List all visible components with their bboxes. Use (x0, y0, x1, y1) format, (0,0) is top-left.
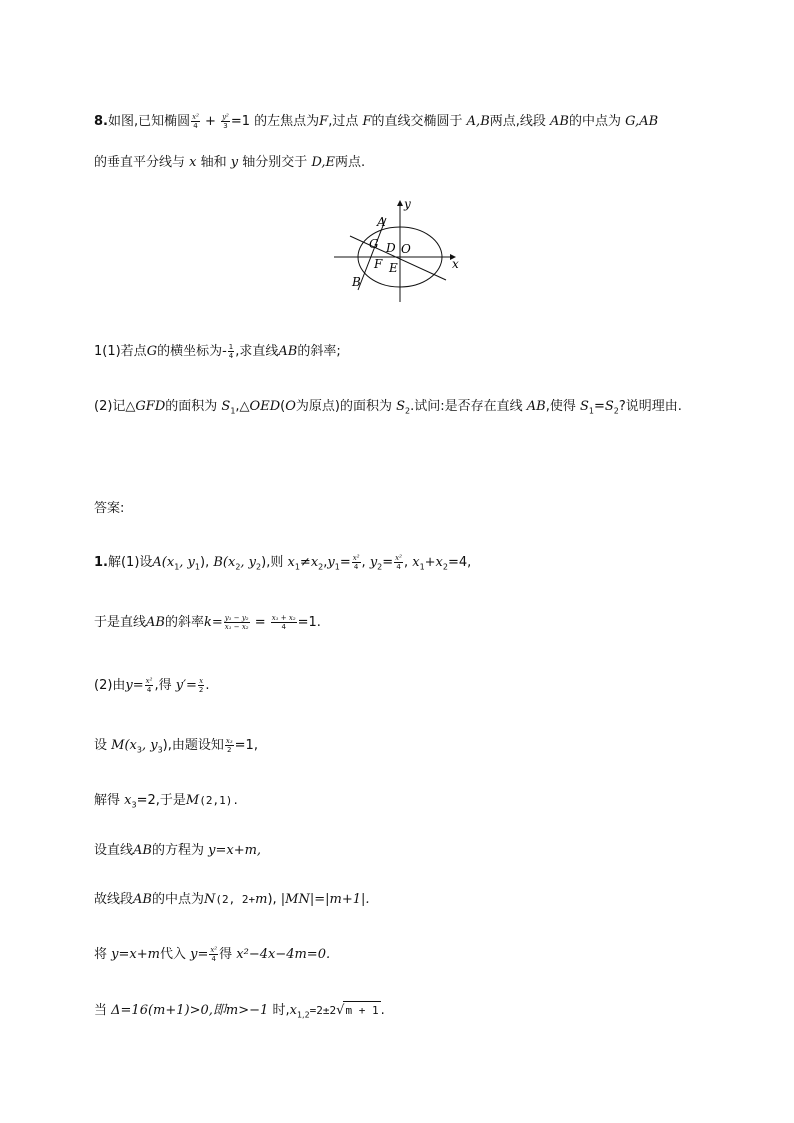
text: 两点. (335, 155, 366, 170)
text: . (205, 678, 210, 693)
fraction (224, 614, 250, 631)
text: 的横坐标为 (157, 344, 223, 359)
var-DE: D,E (311, 155, 336, 170)
label-E: E (389, 261, 398, 275)
text: 的左焦点为 (254, 114, 320, 129)
equation: y=x+m (111, 947, 160, 962)
label-G: G (369, 237, 379, 251)
equation: x²−4x−4m=0. (236, 947, 331, 962)
fraction-y2-over-3 (221, 113, 230, 130)
numerator: x² (192, 113, 199, 121)
answer-line-1: 1.解(1)设$A(x_1$, $y_1$), $B(x_2$, $y_2$),则 $x_1\ne x_2,y_1=$ $\frac{\text{x²}}{4}$ , $y_2=$ $\frac{\text{x²}}{4}$ , $x_1+x_2=4$, (94, 554, 472, 572)
var-x: x (189, 155, 197, 170)
text: =2±2 (309, 1004, 337, 1017)
var-x12: x (289, 1003, 297, 1018)
text: ,使得 (545, 399, 576, 414)
denominator: 4 (353, 563, 359, 571)
text: 得 (219, 947, 233, 962)
numerator: x² (352, 554, 360, 562)
text: 解得 (94, 793, 121, 808)
var-m: m (255, 892, 268, 907)
text: ,求直线 (235, 344, 279, 359)
answer-line-6 (94, 842, 261, 860)
var-S1: S (579, 399, 589, 414)
answer-line-3 (94, 677, 210, 695)
text: 轴分别交于 (242, 155, 308, 170)
denominator: 4 (146, 686, 152, 694)
numerator: x² (145, 677, 153, 685)
answer-number: 1. (94, 555, 108, 570)
var-x2: x (310, 555, 319, 570)
text: 的垂直平分线与 (94, 155, 186, 170)
label-D: D (386, 241, 396, 255)
denominator: x₁ − x₂ (224, 623, 249, 631)
equals-one: =1 (230, 114, 251, 129)
text: 的方程为 (151, 843, 204, 858)
numerator: x² (210, 946, 218, 954)
text: ), (267, 892, 277, 907)
denominator: 4 (396, 563, 401, 571)
var-x2: +x (424, 555, 443, 570)
text: .试问:是否存在直线 (410, 399, 523, 414)
denominator: 2 (198, 686, 204, 694)
text: 轴和 (200, 155, 227, 170)
fraction (145, 677, 154, 694)
text: 于是直线 (94, 615, 147, 630)
text: 两点,线段 (489, 114, 546, 129)
denominator: 4 (211, 955, 216, 963)
var-OED: OED (249, 399, 281, 414)
var-y-prime: y′= (175, 678, 197, 693)
minus: - (222, 344, 227, 359)
text: ( (280, 399, 286, 414)
label-y: y (404, 197, 411, 211)
text: , y (179, 555, 195, 570)
var-x1: x (287, 555, 295, 570)
text: 的中点为 (151, 892, 204, 907)
text: , y (141, 738, 158, 753)
text: =1. (297, 615, 321, 630)
text: ), (200, 555, 210, 570)
text: 故线段 (94, 892, 134, 907)
answer-line-5: 解得 $x_3=2$,于是M(2,1). (94, 793, 239, 810)
point-N: N (203, 892, 216, 907)
fraction (225, 737, 234, 754)
var-AB: AB (133, 892, 152, 907)
var-k: k= (203, 615, 223, 630)
var-F: F (319, 114, 329, 129)
var-AB: AB (639, 114, 659, 129)
text: 代入 (159, 947, 186, 962)
var-AB: AB (146, 615, 165, 630)
var-G: G, (625, 114, 640, 129)
equals: = (339, 555, 351, 570)
fraction-x2-over-4 (191, 113, 200, 130)
numerator: x (199, 677, 204, 685)
var-AB: AB (133, 843, 152, 858)
numerator: 1 (228, 343, 234, 351)
fraction (209, 946, 218, 963)
text: 1(1)若点 (94, 344, 147, 359)
text: ),则 (261, 555, 284, 570)
problem-number: 8. (94, 114, 108, 129)
var-G: G (146, 344, 158, 359)
text: ),由题设知 (162, 738, 224, 753)
numerator: x₃ (225, 737, 233, 745)
label-x: x (452, 257, 459, 271)
question-1 (94, 343, 341, 361)
var-F: F (362, 114, 372, 129)
text: (2,1). (199, 794, 239, 807)
text: 将 (94, 947, 108, 962)
denominator: 4 (281, 623, 286, 631)
var-y: y= (125, 678, 144, 693)
equals: = (382, 555, 394, 570)
problem-line-2 (94, 154, 365, 172)
text: . (380, 1003, 385, 1018)
var-x1: x (412, 555, 420, 570)
equation: y=x+m, (208, 843, 262, 858)
neq: ≠ (299, 555, 311, 570)
fraction (271, 614, 297, 631)
text: 的面积为 (165, 399, 218, 414)
equals: = (593, 399, 605, 414)
answer-line-7 (94, 891, 370, 909)
answer-line-2 (94, 614, 321, 632)
var-x3: x (124, 793, 132, 808)
var-y2: y (369, 555, 378, 570)
plus: + (205, 114, 216, 129)
comma: , (403, 555, 409, 570)
denominator: 2 (227, 746, 232, 754)
var-AB: AB (526, 399, 546, 414)
numerator: y² (222, 113, 229, 121)
numerator: x² (395, 554, 402, 562)
text: ,过点 (328, 114, 359, 129)
text: 设直线 (94, 843, 134, 858)
answer-heading: 答案: (94, 501, 125, 516)
point-B: B(x (213, 555, 236, 570)
text: =2,于是 (136, 793, 186, 808)
text: 解(1)设 (107, 555, 153, 570)
label-O: O (401, 242, 411, 256)
answer-line-8 (94, 946, 330, 964)
text: 时, (272, 1003, 290, 1018)
var-O: O (285, 399, 296, 414)
text: (2)由 (94, 678, 126, 693)
var-S2: S (396, 399, 405, 414)
answer-line-9: 当 Δ=16(m+1)>0,即m>−1 时$,x_{1,2}=2\pm 2√m + 1$ . (94, 1003, 385, 1020)
var-GFD: GFD (135, 399, 166, 414)
sqrt-content: m + 1 (343, 1001, 380, 1020)
text: ?说明理由. (618, 399, 682, 414)
label-A: A (377, 215, 386, 229)
text: =1, (234, 738, 258, 753)
text: ,△ (235, 399, 250, 414)
text: 为原点)的面积为 (295, 399, 392, 414)
var-y: y (230, 155, 239, 170)
point-M: M(x (111, 738, 137, 753)
var-S1: S (221, 399, 231, 414)
text: 的斜率 (164, 615, 204, 630)
condition: m>−1 (225, 1003, 269, 1018)
var-y: y= (190, 947, 209, 962)
text: (2)记△ (94, 399, 136, 414)
var-AB: AB (550, 114, 569, 129)
discriminant: Δ=16(m+1)>0,即 (111, 1003, 226, 1018)
numerator: y₁ − y₂ (224, 614, 249, 622)
ellipse-figure (328, 196, 468, 308)
text: 设 (94, 738, 108, 753)
fraction (198, 677, 204, 694)
point-A: A(x (152, 555, 175, 570)
text: 的中点为 (568, 114, 621, 129)
sqrt-sign: √ (336, 1003, 345, 1018)
text: ,得 (154, 678, 172, 693)
equals: = (254, 615, 266, 630)
answer-line-4: 设 $M(x_3$, $y_3$),由题设知 $\frac{\text{x₃}}{2}$ =1, (94, 737, 258, 755)
text: (2, 2+ (215, 893, 256, 906)
text: =4, (447, 555, 472, 570)
numerator: x₁ + x₂ (271, 614, 296, 622)
var-y1: y (327, 555, 335, 570)
var-AB: AB (278, 344, 298, 359)
text: 当 (94, 1003, 108, 1018)
text: 的斜率; (297, 344, 341, 359)
denominator: 4 (228, 352, 234, 360)
fraction (394, 554, 403, 571)
y-axis-arrow (397, 200, 403, 206)
text: 如图,已知椭圆 (107, 114, 191, 129)
denominator: 3 (223, 122, 228, 130)
text: , y (240, 555, 257, 570)
problem-line-1 (94, 113, 658, 131)
label-F: F (374, 257, 383, 271)
comma: , (323, 555, 328, 570)
var-AB: A,B (466, 114, 490, 129)
comma: , (361, 555, 366, 570)
text: 的直线交椭圆于 (371, 114, 463, 129)
var-S2: S (604, 399, 614, 414)
point-M: M (185, 793, 200, 808)
label-B: B (352, 275, 361, 289)
equation: |MN|=|m+1|. (280, 892, 370, 907)
question-2: (2)记△GFD的面积为 $S_1,\triangle OED(O$为原点)的面积为 $S_2$.试问:是否存在直线 AB,使得 $S_1=S_2$?说明理由. (94, 399, 682, 416)
fraction-1-over-4 (228, 343, 234, 360)
fraction (352, 554, 361, 571)
denominator: 4 (193, 122, 198, 130)
